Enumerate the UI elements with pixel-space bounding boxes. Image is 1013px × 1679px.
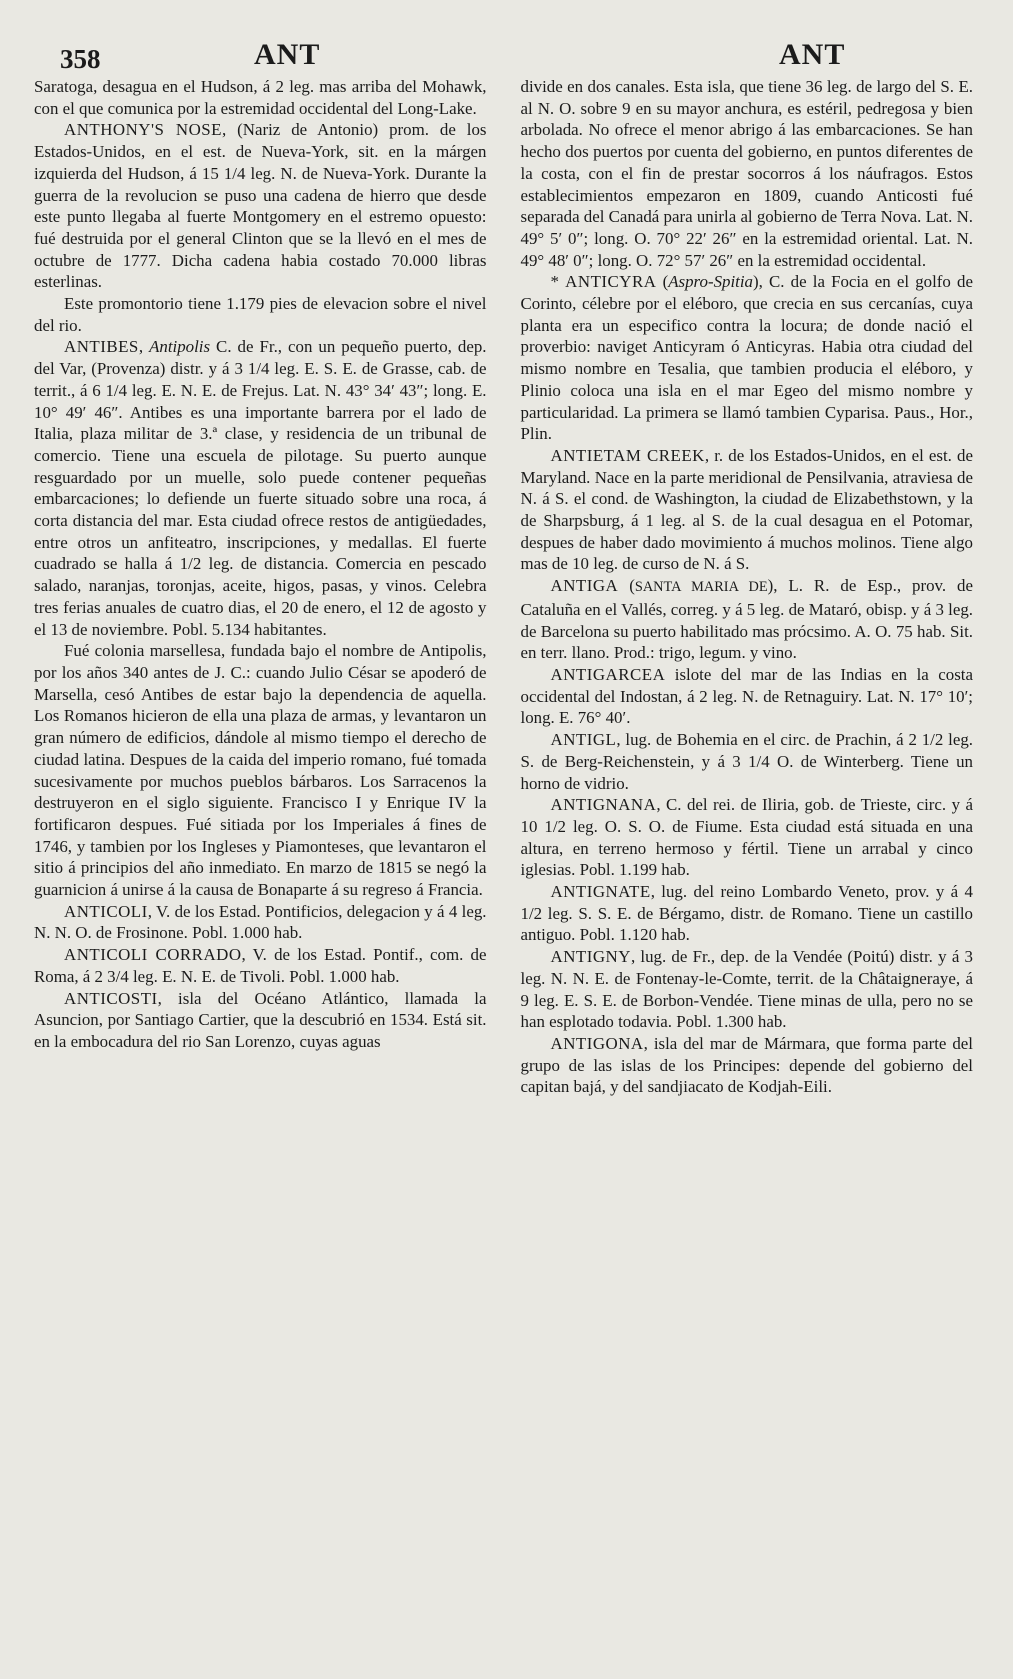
entry-text: Saratoga, desagua en el Hudson, á 2 leg. mas arriba del Mohawk, con el que comunica por la estremidad occidental del Long-Lake. <box>34 77 487 118</box>
page-header <box>34 36 973 76</box>
italic-name: Aspro-Spitia <box>668 272 753 292</box>
running-head-right: ANT <box>779 38 846 71</box>
text-columns <box>34 76 973 1098</box>
entry-text: , V. de los Estad. Pontificios, delegacion y á 4 leg. N. N. O. de Frosinone. Pobl. 1.000 hab. <box>34 901 487 943</box>
entry-text: , V. de los Estad. Pontif., com. de Roma, á 2 3/4 leg. E. N. E. de Tivoli. Pobl. 1.000 hab. <box>34 945 487 986</box>
entry-headword: ANTIGA <box>550 576 619 596</box>
small-caps-name: SANTA MARIA DE <box>634 579 768 596</box>
entry-headword: ANTIGONA <box>550 1033 644 1053</box>
entry-text: , lug. de Bohemia en el circ. de Prachin, á 2 1/2 leg. S. de Berg-Reichenstein, y á 3 1/4 O. de Winterberg. Tiene un horno de vidrio. <box>520 730 973 793</box>
paragraph <box>34 293 487 336</box>
continued-paragraph <box>521 76 974 271</box>
dictionary-entry <box>521 946 974 1033</box>
entry-headword: ANTICOLI CORRADO <box>64 945 242 965</box>
entry-text: islote del mar de las Indias en la costa occidental del Indostan, á 2 leg. N. de Retnaguiry. Lat. N. 17° 10′; long. E. 76° 40′. <box>520 664 973 728</box>
entry-text: , lug. del reino Lombardo Veneto, prov. y á 4 1/2 leg. S. S. E. de Bérgamo, distr. de Romano. Tiene un castillo antiguo. Pobl. 1.120 hab. <box>520 882 973 945</box>
page-number: 358 <box>60 44 101 74</box>
entry-text: , C. de la Focia en el golfo de Corinto, célebre por el eléboro, que crecia en sus cercanías, cuya planta era un especifico contra la locura; de donde nació el proverbio: naviget Anticyram ó Anticyras. Habia otra ciudad del mismo nombre en Tesalia, que tambien producia el eléboro, y Plinio coloca una isla en el mar Egeo del mismo nombre y particularidad. La primera se llamó tambien Cyparisa. Paus., Hor., Plin. <box>520 272 973 444</box>
entry-text: Fué colonia marsellesa, fundada bajo el nombre de Antipolis, por los años 340 antes de J. C.: cuando Julio César se apoderó de Marsella, cesó Antibes de estar bajo la dependencia de aquella. Los Romanos hicieron de ella una plaza de armas, y levantaron un gran número de edificios, dándole al mismo tiempo el derecho de ciudad latina. Despues de la caida del imperio romano, fué tomada sucesivamente por muchos pueblos bárbaros. Los Sarracenos la destruyeron en el siglo siguiente. Francisco I y Enrique IV la fortificaron despues. Fué sitiada por los Imperiales á fines de 1746, y tambien por los Ingleses y Piamonteses, que levantaron el sitio á principios del año inmediato. En marzo de 1815 se negó la guarnicion á unirse á la causa de Bonaparte á su regreso á Francia. <box>34 641 487 900</box>
entry-headword: ANTIBES <box>64 337 139 357</box>
entry-headword: ANTIGNANA <box>550 795 657 815</box>
dictionary-entry <box>34 901 487 944</box>
entry-text: C. de Fr., con un pequeño puerto, dep. del Var, (Provenza) distr. y á 3 1/4 leg. E. S. E. de Grasse, cab. de territ., á 6 1/4 leg. E. N. E. de Frejus. Lat. N. 43° 34′ 43″; long. E. 10° 49′ 46″. Antibes es una importante barrera por el lado de Italia, plaza militar de 3.ª clase, y residencia de un tribunal de comercio. Tiene una escuela de pilotage. Su puerto aunque resguardado por un muelle, solo puede contener pequeñas embarcaciones; lo defiende un fuerte situado sobre una roca, á corta distancia del mar. Esta ciudad ofrece restos de antigüedades, entre otros un anfiteatro, inscripciones, y medallas. El fuerte cuadrado se halla á 1/2 leg. de distancia. Comercia en pescado salado, naranjas, toronjas, aceite, higos, pasas, y vinos. Celebra tres ferias anuales de cuatro dias, el 20 de enero, el 12 de agosto y el 13 de noviembre. Pobl. 5.134 habitantes. <box>34 337 487 639</box>
entry-headword: ANTICOSTI <box>64 988 158 1008</box>
dictionary-entry: ANTIGA (SANTA MARIA DE), L. R. de Esp., prov. de Cataluña en el Vallés, correg. y á 5 leg. de Mataró, obisp. y á 3 leg. de Barcelona su puerto habilitado mas prócsimo. A. O. 75 hab. Sit. en terr. llano. Prod.: trigo, legum. y vino. <box>520 576 973 663</box>
dictionary-entry <box>521 445 974 575</box>
dictionary-entry <box>521 881 974 946</box>
dictionary-entry <box>521 794 974 881</box>
entry-headword: ANTICOLI <box>64 901 148 921</box>
entry-text: , lug. de Fr., dep. de la Vendée (Poitú) distr. y á 3 leg. N. N. E. de Fontenay-le-Comte, territ. de la Châtaigneraye, á 9 leg. E. S. E. de Borbon-Vendée. Tiene minas de ulla, pero no se han esplotado todavia. Pobl. 1.300 hab. <box>520 947 973 1032</box>
entry-text: , (Nariz de Antonio) prom. de los Estados-Unidos, en el est. de Nueva-York, sit. en la márgen izquierda del Hudson, á 15 1/4 leg. N. de Nueva-York. Durante la guerra de la revolucion se puso una cadena de hierro que desde este punto llegaba al fuerte Montgomery en el estremo opuesto: fué destruida por el general Clinton que se la llevó en el mes de octubre de 1777. Dicha cadena habia costado 70.000 libras esterlinas. <box>34 120 487 292</box>
entry-headword: ANTHONY'S NOSE <box>64 120 222 140</box>
entry-text: , isla del mar de Mármara, que forma parte del grupo de las islas de los Principes: depende del gobierno del capitan bajá, y del sandjiacato de Kodjah-Eili. <box>520 1033 973 1097</box>
dictionary-entry: ANTIBES, Antipolis C. de Fr., con un pequeño puerto, dep. del Var, (Provenza) distr. y á 3 1/4 leg. E. S. E. de Grasse, cab. de territ., á 6 1/4 leg. E. N. E. de Frejus. Lat. N. 43° 34′ 43″; long. E. 10° 49′ 46″. Antibes es una importante barrera por el lado de Italia, plaza militar de 3.ª clase, y residencia de un tribunal de comercio. Tiene una escuela de pilotage. Su puerto aunque resguardado por un muelle, solo puede contener pequeñas embarcaciones; lo defiende un fuerte situado sobre una roca, á corta distancia del mar. Esta ciudad ofrece restos de antigüedades, entre otros un anfiteatro, inscripciones, y medallas. El fuerte cuadrado se halla á 1/2 leg. de distancia. Comercia en pescado salado, naranjas, toronjas, aceite, higos, pasas, y vinos. Celebra tres ferias anuales de cuatro dias, el 20 de enero, el 12 de agosto y el 13 de noviembre. Pobl. 5.134 habitantes. <box>34 337 487 639</box>
running-head-left: ANT <box>254 38 321 71</box>
entry-headword: ANTIGL <box>550 730 617 750</box>
dictionary-entry <box>521 664 974 729</box>
left-column <box>34 76 487 1098</box>
dictionary-entry <box>34 119 487 293</box>
dictionary-entry <box>521 729 974 794</box>
paragraph <box>34 640 487 900</box>
dictionary-entry <box>521 1033 974 1098</box>
entry-headword: ANTIGNATE <box>550 882 651 902</box>
entry-text: divide en dos canales. Esta isla, que tiene 36 leg. de largo del S. E. al N. O. sobre 9 en su mayor anchura, es estéril, pedregosa y bien arbolada. No ofrece el menor abrigo á las embarcaciones. Se han hecho dos puertos por cuenta del gobierno, en puntos diferentes de la costa, con el fin de prestar socorros á los náufragos. Estos establecimientos empezaron en 1809, cuando Anticosti fué separada del Canadá para unirla al gobierno de Terra Nova. Lat. N. 49° 5′ 0″; long. O. 70° 22′ 26″ en la estremidad oriental. Lat. N. 49° 48′ 0″; long. O. 72° 57′ 26″ en la estremidad occidental. <box>520 77 973 270</box>
dictionary-entry <box>34 944 487 987</box>
entry-text: , C. del rei. de Iliria, gob. de Trieste, circ. y á 10 1/2 leg. O. S. O. de Fiume. Esta ciudad está situada en una altura, en terreno hermoso y fértil. Tiene un arrabal y cinco iglesias. Pobl. 1.199 hab. <box>520 795 973 880</box>
entry-text: , r. de los Estados-Unidos, en el est. de Maryland. Nace en la parte meridional de Pensilvania, atraviesa de N. á S. el cond. de Washington, la ciudad de Elizabethstown, y la de Sharpsburg, á 1 leg. al S. de la cual desagua en el Potomar, despues de haber dado movimiento á muchos molinos. Tiene algo mas de 10 leg. de curso de N. á S. <box>520 445 973 574</box>
entry-headword: ANTIGARCEA <box>550 664 666 684</box>
entry-text: Este promontorio tiene 1.179 pies de elevacion sobre el nivel del rio. <box>34 294 487 335</box>
continued-paragraph <box>34 76 487 119</box>
entry-text: , isla del Océano Atlántico, llamada la Asuncion, por Santiago Cartier, que la descubrió en 1534. Está sit. en la embocadura del rio San Lorenzo, cuyas aguas <box>34 988 487 1051</box>
dictionary-entry: * ANTICYRA (Aspro-Spitia), C. de la Focia en el golfo de Corinto, célebre por el eléboro, que crecia en sus cercanías, cuya planta era un especifico contra la locura; de donde nació el proverbio: naviget Anticyram ó Anticyras. Habia otra ciudad del mismo nombre en Tesalia, que tambien producia el eléboro, y Plinio coloca una isla en el mar Egeo del mismo nombre y particularidad. La primera se llamó tambien Cyparisa. Paus., Hor., Plin. <box>520 272 973 444</box>
entry-headword: ANTIETAM CREEK <box>550 445 705 465</box>
entry-headword: ANTIGNY <box>550 947 631 967</box>
entry-headword: * ANTICYRA <box>550 272 657 292</box>
entry-text: , L. R. de Esp., prov. de Cataluña en el Vallés, correg. y á 5 leg. de Mataró, obisp. y á 3 leg. de Barcelona su puerto habilitado mas prócsimo. A. O. 75 hab. Sit. en terr. llano. Prod.: trigo, legum. y vino. <box>520 576 973 663</box>
right-column <box>521 76 974 1098</box>
italic-name: Antipolis <box>149 337 211 357</box>
dictionary-entry <box>34 988 487 1053</box>
